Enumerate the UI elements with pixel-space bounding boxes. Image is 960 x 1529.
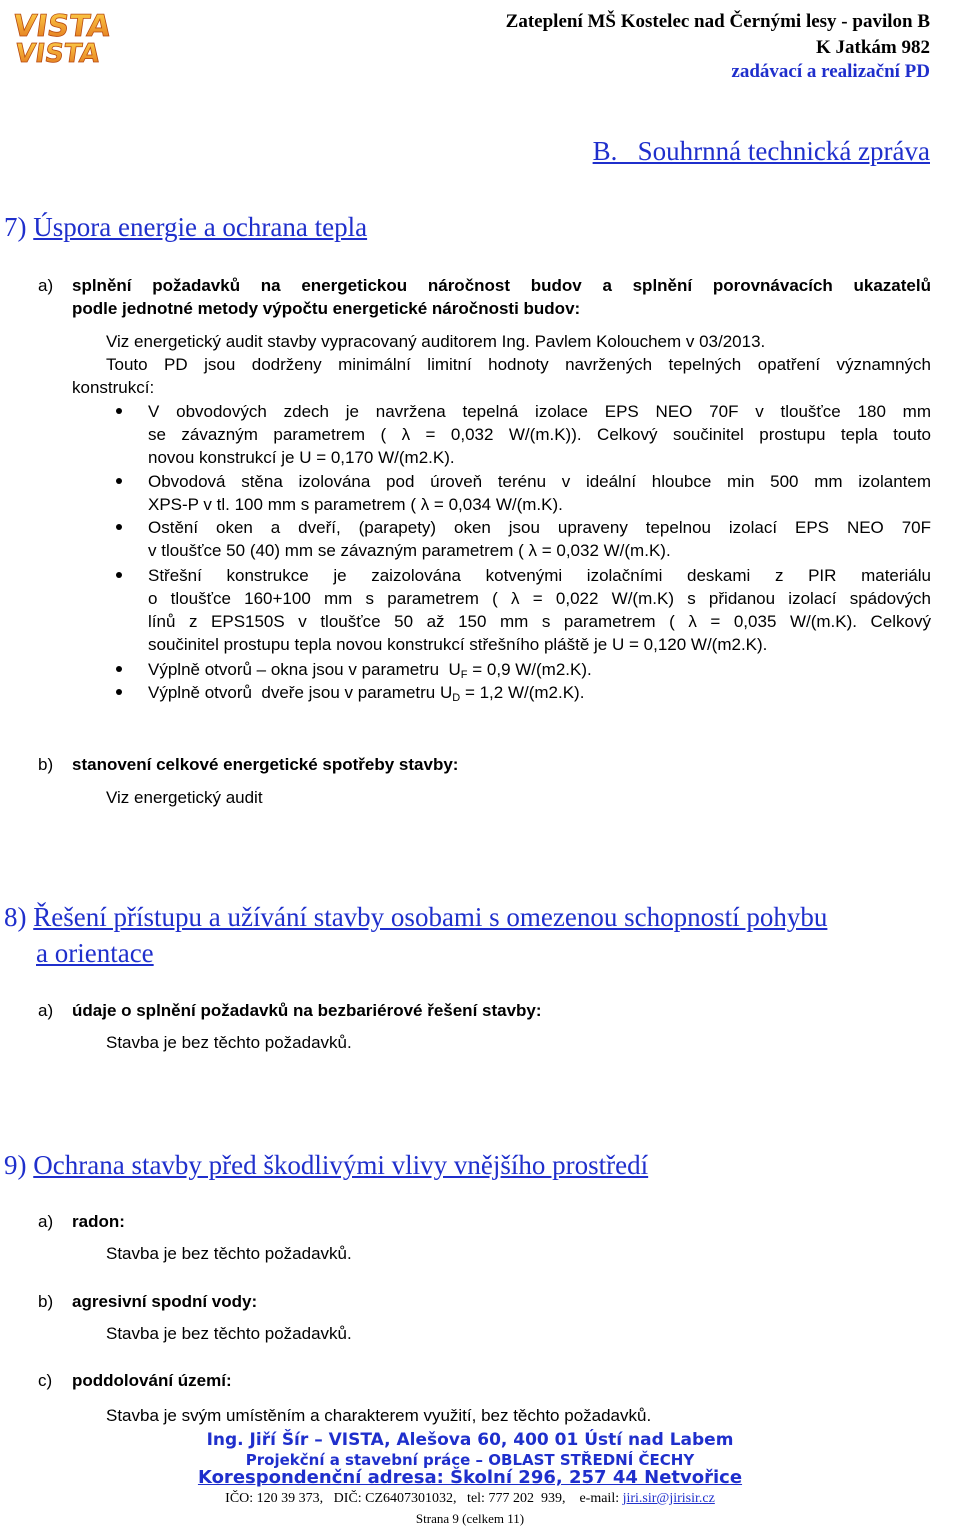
bullet-roof: Střešní konstrukce je zaizolována kotvenými izolačními deskami z PIR materiálu o tloušťce 160+100 mm s parametrem ( λ = 0,022 W/(m.K) s přidanou izolací spádových línů z EPS150S v tloušťce 50 až 150 mm s parametrem ( λ = 0,035 W/(m.K). Celkový součinitel prostupu tepla novou konstrukcí střešního pláště je U = 0,120 W/(m2.K). (148, 566, 931, 654)
bullet-foundation-wall: Obvodová stěna izolována pod úroveň terénu v ideální hloubce min 500 mm izolantem XPS-P v tl. 100 mm s parametrem ( λ = 0,034 W/(m.K). (148, 472, 931, 514)
section7-b-label: b) (38, 755, 54, 774)
footer-services: Projekční a stavební práce – OBLAST STŘEDNÍ ČECHY (245, 1451, 695, 1469)
section9-a-text: Stavba je bez těchto požadavků. (106, 1244, 352, 1263)
bullet-dot (116, 408, 122, 414)
section8-a-text: Stavba je bez těchto požadavků. (106, 1033, 352, 1052)
logo-text-top: VISTA (10, 9, 113, 44)
header-doc-type: zadávací a realizační PD (731, 61, 930, 82)
bullet-dot (116, 666, 122, 672)
bullet-dot (116, 524, 122, 530)
section7-b-heading: stanovení celkové energetické spotřeby stavby: (72, 755, 459, 774)
section7-title-text: Úspora energie a ochrana tepla (33, 212, 368, 242)
bullet-windows: Výplně otvorů – okna jsou v parametru $U_F = 0,9$ W/(m2.K). (148, 660, 592, 681)
section9-title: 9) Ochrana stavby před škodlivými vlivy vnějšího prostředí (4, 1150, 649, 1180)
footer-contacts: IČO: 120 39 373, DIČ: CZ6407301032, tel: 777 202 939, e-mail: jiri.sir@jirisir.cz (225, 1491, 715, 1506)
logo-text-bottom: VISTA (13, 39, 102, 69)
section8-a-heading: údaje o splnění požadavků na bezbariérové řešení stavby: (72, 1001, 542, 1020)
bullet-doors: Výplně otvorů dveře jsou v parametru $U_D = 1,2$ W/(m2.K). (148, 683, 585, 704)
section7-a-heading-2: podle jednotné metody výpočtu energetické náročnosti budov: (72, 299, 581, 318)
header-address: K Jatkám 982 (816, 37, 930, 58)
bullet-dot (116, 689, 122, 695)
section7-a-heading-1: splnění požadavků na energetickou náročnost budov a splnění porovnávacích ukazatelů (72, 276, 931, 295)
section9-c-label: c) (38, 1371, 53, 1390)
section7-a-label: a) (38, 276, 54, 295)
section9-b-text: Stavba je bez těchto požadavků. (106, 1324, 352, 1343)
audit-line: Viz energetický audit stavby vypracovaný auditorem Ing. Pavlem Kolouchem v 03/2013. (106, 332, 766, 351)
section7-title: 7) Úspora energie a ochrana tepla (4, 212, 368, 242)
footer-correspondence: Korespondenční adresa: Školní 296, 257 44 Netvořice (197, 1467, 743, 1488)
section7-b-text: Viz energetický audit (106, 788, 263, 807)
section9-c-heading: poddolování území: (72, 1371, 232, 1390)
section9-b-label: b) (38, 1292, 54, 1311)
section8-title-2: a orientace (36, 938, 154, 968)
bullet-walls: V obvodových zdech je navržena tepelná izolace EPS NEO 70F v tloušťce 180 mm se závazným parametrem ( λ = 0,032 W/(m.K)). Celkový součinitel prostupu tepla touto novou konstrukcí je U = 0,170 W/(m2.K). (148, 402, 931, 467)
section8-title: 8) Řešení přístupu a užívání stavby osobami s omezenou schopností pohybu (4, 902, 828, 932)
bullet-window-reveals: Ostění oken a dveří, (parapety) oken jsou upraveny tepelnou izolací EPS NEO 70F v tloušťce 50 (40) mm se závazným parametrem ( λ = 0,032 W/(m.K). (148, 518, 931, 560)
section9-c-text: Stavba je svým umístěním a charakterem využití, bez těchto požadavků. (106, 1406, 652, 1425)
report-title: B. Souhrnná technická zpráva (592, 136, 930, 166)
footer-company: Ing. Jiří Šír – VISTA, Alešova 60, 400 01 Ústí nad Labem (206, 1430, 734, 1450)
intro-line-1: Touto PD jsou dodrženy minimální limitní hodnoty navržených tepelných opatření významných (106, 355, 931, 374)
vista-logo (10, 6, 113, 69)
section9-a-heading: radon: (72, 1212, 125, 1231)
section9-b-heading: agresivní spodní vody: (72, 1292, 258, 1311)
intro-line-2: konstrukcí: (72, 378, 155, 397)
bullet-dot (116, 478, 122, 484)
page-number: Strana 9 (celkem 11) (415, 1511, 525, 1526)
section8-a-label: a) (38, 1001, 54, 1020)
header-project: Zateplení MŠ Kostelec nad Černými lesy - pavilon B (505, 11, 930, 32)
section9-a-label: a) (38, 1212, 54, 1231)
bullet-dot (116, 572, 122, 578)
email-link[interactable]: jiri.sir@jirisir.cz (622, 1491, 715, 1506)
